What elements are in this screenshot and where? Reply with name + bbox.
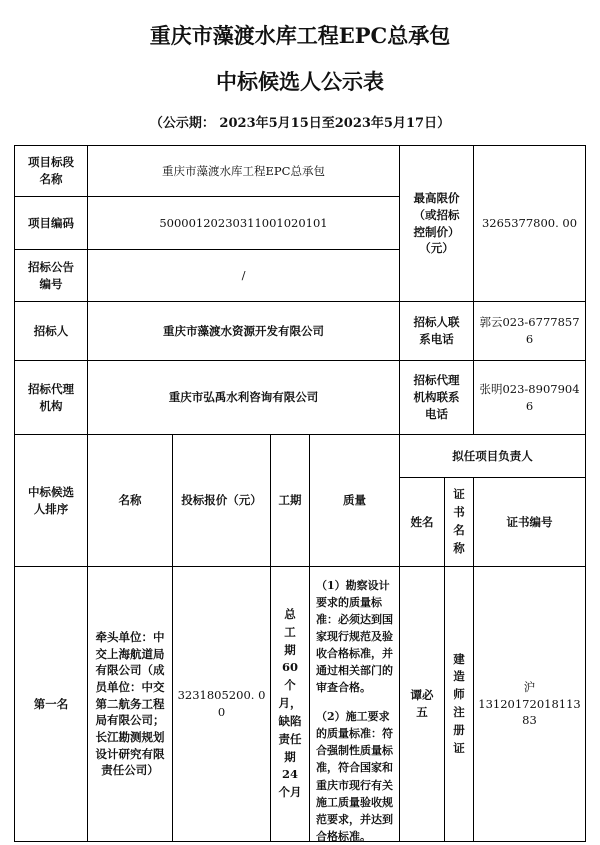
- header-quality: 质量: [309, 434, 400, 567]
- agent-label: 招标代理 机构: [14, 360, 88, 435]
- max-price-label: 最高限价 （或招标 控制价） （元）: [399, 145, 474, 302]
- notice-number-label: 招标公告 编号: [14, 249, 88, 302]
- header-cert-number: 证书编号: [473, 477, 586, 567]
- project-section-label: 项目标段 名称: [14, 145, 88, 197]
- page-subtitle: 中标候选人公示表: [216, 69, 384, 94]
- header-price: 投标报价（元）: [172, 434, 271, 567]
- row-cert-number: 沪 1312017201811383: [473, 566, 586, 842]
- tenderer-value: 重庆市藻渡水资源开发有限公司: [87, 301, 400, 361]
- row-cert-name: 建 造 师 注 册 证: [444, 566, 474, 842]
- agent-phone-value: 张明023-89079046: [473, 360, 586, 435]
- header-period: 工期: [270, 434, 310, 567]
- header-rank: 中标候选 人排序: [14, 434, 88, 567]
- header-cert-name: 证 书 名 称: [444, 477, 474, 567]
- tenderer-label: 招标人: [14, 301, 88, 361]
- tenderer-phone-value: 郭云023-67778576: [473, 301, 586, 361]
- page-title: 重庆市藻渡水库工程EPC总承包: [149, 23, 451, 48]
- publicity-period: （公示期： 2023年5月15日至2023年5月17日）: [149, 116, 451, 131]
- row-candidate-name: 牵头单位：中 交上海航道局 有限公司（成 员单位：中交 第二航务工程 局有限公司； 长江勘测规划 设计研究有限 责任公司）: [87, 566, 173, 842]
- project-code-value: 50000120230311001020101: [87, 196, 400, 250]
- row-bid-price: 3231805200. 00: [172, 566, 271, 842]
- row-construction-period: 总 工 期 60 个 月， 缺陷 责任 期 24 个月: [270, 566, 310, 842]
- row-quality: [309, 566, 400, 842]
- notice-number-value: /: [87, 249, 400, 302]
- agent-value: 重庆市弘禹水利咨询有限公司: [87, 360, 400, 435]
- row-pm-name: 谭必 五: [399, 566, 445, 842]
- header-name: 名称: [87, 434, 173, 567]
- row-rank: 第一名: [14, 566, 88, 842]
- tenderer-phone-label: 招标人联 系电话: [399, 301, 474, 361]
- project-code-label: 项目编码: [14, 196, 88, 250]
- quality-design-requirement: （1）勘察设计 要求的质量标 准：必须达到国 家现行规范及验 收合格标准，并 通过相关部门的 审查合格。: [316, 579, 393, 695]
- agent-phone-label: 招标代理 机构联系 电话: [399, 360, 474, 435]
- header-project-manager: 拟任项目负责人: [399, 434, 586, 478]
- project-section-value: 重庆市藻渡水库工程EPC总承包: [87, 145, 400, 197]
- header-pm-name: 姓名: [399, 477, 445, 567]
- max-price-value: 3265377800. 00: [473, 145, 586, 302]
- quality-construction-requirement: （2）施工要求 的质量标准：符 合强制性质量标 准，符合国家和 重庆市现行有关 施工质量验收规 范要求，并达到 合格标准。: [316, 710, 393, 843]
